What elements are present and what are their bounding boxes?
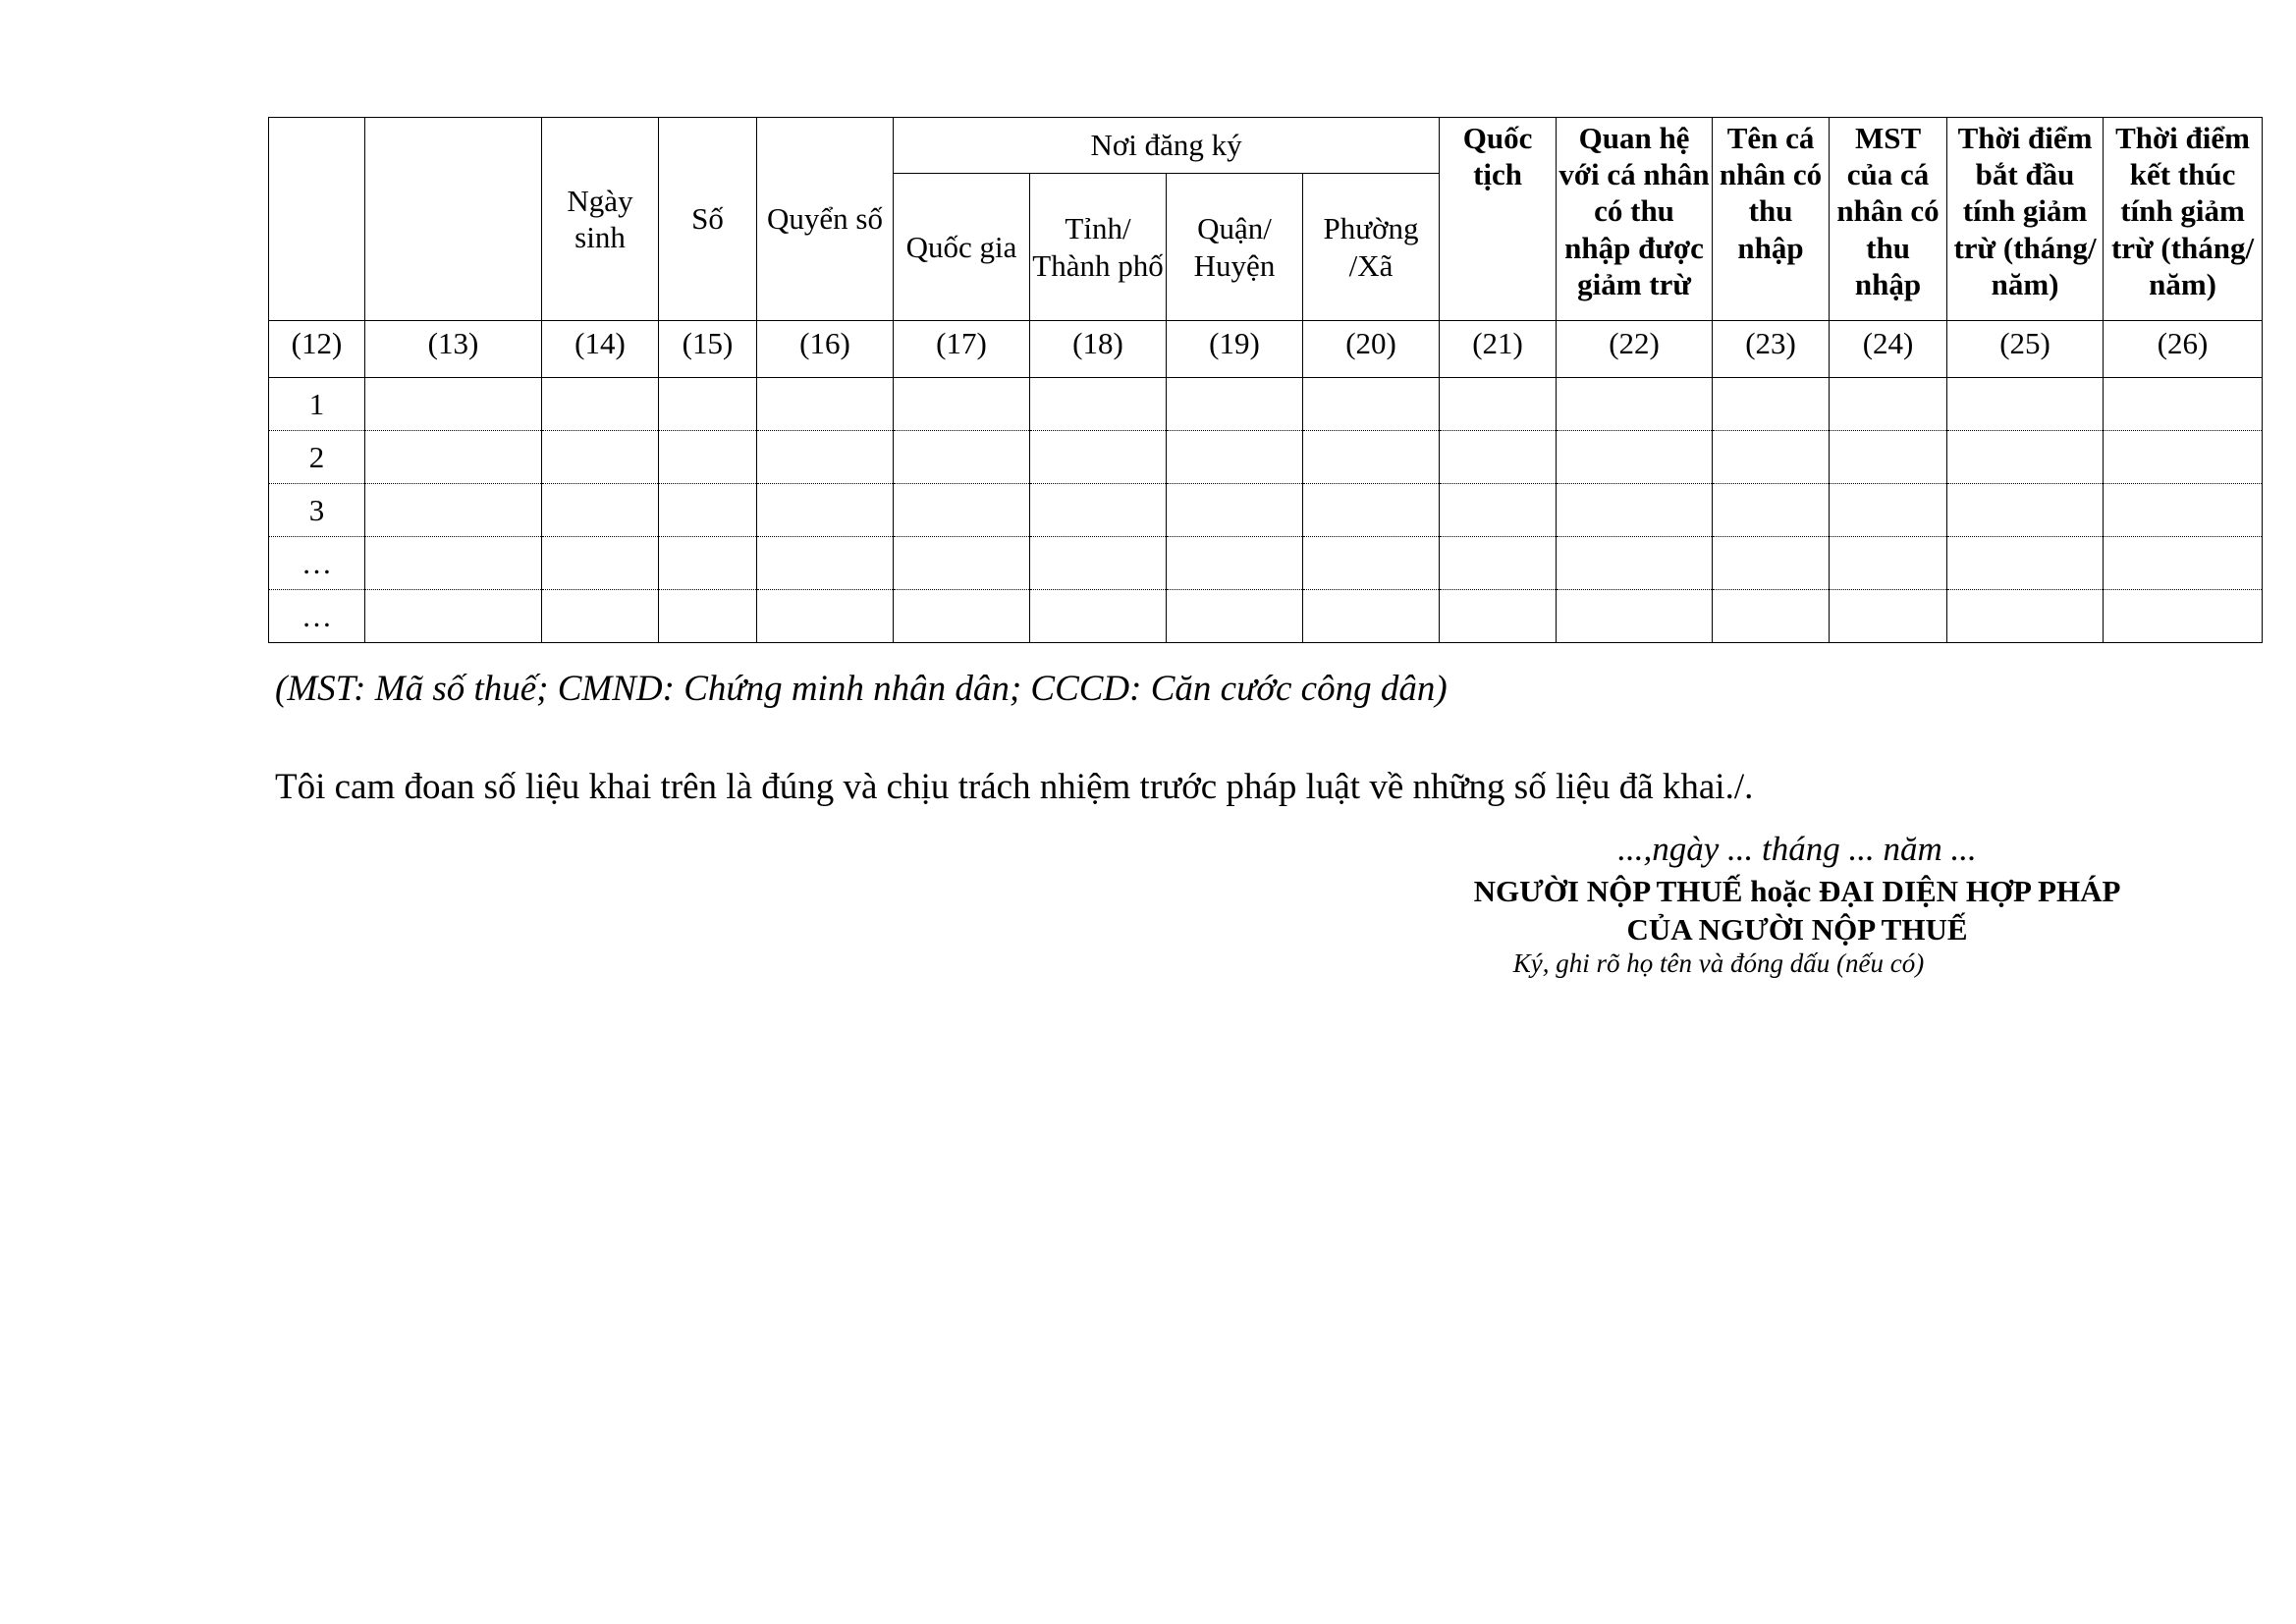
table-cell (659, 431, 757, 484)
table-cell (1947, 378, 2104, 431)
table-cell (1303, 537, 1440, 590)
header-income-person-tax-code-text: MST của cá nhân có thu nhập (1836, 121, 1940, 301)
table-cell (1557, 484, 1713, 537)
header-col-13 (365, 118, 542, 321)
table-cell (1713, 537, 1830, 590)
table-cell (2104, 378, 2263, 431)
table-row (269, 590, 2263, 643)
table-cell (542, 378, 659, 431)
table-cell (1440, 431, 1557, 484)
table-cell (894, 590, 1030, 643)
header-number: Số (659, 118, 757, 321)
table-row (269, 537, 2263, 590)
header-ward-commune: Phường /Xã (1303, 174, 1440, 321)
column-number: (26) (2104, 321, 2263, 378)
column-number: (23) (1713, 321, 1830, 378)
row-index: 3 (269, 484, 365, 537)
header-district: Quận/ Huyện (1167, 174, 1303, 321)
table-cell (894, 431, 1030, 484)
table-cell (1167, 484, 1303, 537)
signature-title-line-2: CỦA NGƯỜI NỘP THUẾ (1626, 911, 1968, 947)
table-cell (365, 537, 542, 590)
header-row-1 (269, 118, 2263, 174)
table-cell (2104, 431, 2263, 484)
table-row (269, 378, 2263, 431)
table-cell (1167, 537, 1303, 590)
table-cell (1947, 590, 2104, 643)
table-cell (1440, 537, 1557, 590)
header-birth-date: Ngày sinh (542, 118, 659, 321)
table-cell (894, 537, 1030, 590)
signature-title (1375, 873, 2219, 949)
header-relationship-text: Quan hệ với cá nhân có thu nhập được giảm trừ (1558, 121, 1710, 301)
row-index: … (269, 537, 365, 590)
table-cell (2104, 484, 2263, 537)
header-book-number: Quyển số (757, 118, 894, 321)
column-number: (15) (659, 321, 757, 378)
table-cell (1713, 431, 1830, 484)
table-cell (1713, 378, 1830, 431)
table-cell (1557, 537, 1713, 590)
header-col-12 (269, 118, 365, 321)
table-cell (1713, 484, 1830, 537)
table-cell (1030, 537, 1167, 590)
signature-date-line: ...,ngày ... tháng ... năm ... (1617, 830, 1977, 868)
table-cell (1303, 590, 1440, 643)
header-income-person-tax-code (1830, 118, 1947, 321)
table-cell (659, 378, 757, 431)
table-cell (542, 431, 659, 484)
column-number: (14) (542, 321, 659, 378)
dependents-table (268, 117, 2263, 643)
header-nationality (1440, 118, 1557, 321)
column-number: (16) (757, 321, 894, 378)
table-cell (1440, 378, 1557, 431)
column-number: (19) (1167, 321, 1303, 378)
declaration-text: Tôi cam đoan số liệu khai trên là đúng và chịu trách nhiệm trước pháp luật về những số liệu đã khai./. (275, 767, 1754, 807)
table-cell (659, 484, 757, 537)
table-cell (2104, 590, 2263, 643)
table-cell (1713, 590, 1830, 643)
table-row (269, 484, 2263, 537)
table-cell (542, 537, 659, 590)
table-cell (365, 484, 542, 537)
column-number: (21) (1440, 321, 1557, 378)
table-cell (659, 590, 757, 643)
table-cell (1030, 378, 1167, 431)
table-cell (1030, 484, 1167, 537)
table-row (269, 431, 2263, 484)
table-cell (1830, 378, 1947, 431)
header-income-person-name-text: Tên cá nhân có thu nhập (1719, 121, 1823, 265)
table-cell (1830, 537, 1947, 590)
table-cell (365, 590, 542, 643)
table-cell (542, 590, 659, 643)
row-index: … (269, 590, 365, 643)
table-cell (1167, 431, 1303, 484)
column-number: (17) (894, 321, 1030, 378)
signature-note: Ký, ghi rõ họ tên và đóng dấu (nếu có) (1512, 948, 1925, 978)
header-nationality-text: Quốc tịch (1462, 121, 1533, 192)
table-cell (1440, 484, 1557, 537)
header-country: Quốc gia (894, 174, 1030, 321)
table-cell (365, 378, 542, 431)
table-cell (1303, 378, 1440, 431)
table-cell (1167, 590, 1303, 643)
table-cell (542, 484, 659, 537)
table-cell (1830, 590, 1947, 643)
table-cell (757, 378, 894, 431)
abbreviation-footnote: (MST: Mã số thuế; CMND: Chứng minh nhân dân; CCCD: Căn cước công dân) (275, 669, 1448, 709)
table-cell (1303, 484, 1440, 537)
column-number: (18) (1030, 321, 1167, 378)
table-cell (2104, 537, 2263, 590)
header-deduction-start (1947, 118, 2104, 321)
table-cell (757, 537, 894, 590)
table-cell (1947, 537, 2104, 590)
header-deduction-end (2104, 118, 2263, 321)
column-number-row (269, 321, 2263, 378)
column-number: (12) (269, 321, 365, 378)
table-cell (757, 590, 894, 643)
table-cell (1557, 431, 1713, 484)
column-number: (13) (365, 321, 542, 378)
table-cell (757, 484, 894, 537)
table-cell (1947, 431, 2104, 484)
table-cell (1167, 378, 1303, 431)
column-number: (20) (1303, 321, 1440, 378)
row-index: 1 (269, 378, 365, 431)
table-cell (1557, 590, 1713, 643)
table-cell (1830, 431, 1947, 484)
table-cell (659, 537, 757, 590)
header-deduction-start-text: Thời điểm bắt đầu tính giảm trừ (tháng/ năm) (1953, 121, 2097, 301)
column-number: (22) (1557, 321, 1713, 378)
header-registration-place: Nơi đăng ký (894, 118, 1440, 174)
header-relationship (1557, 118, 1713, 321)
table-cell (894, 484, 1030, 537)
header-deduction-end-text: Thời điểm kết thúc tính giảm trừ (tháng/ năm) (2110, 121, 2255, 301)
table-cell (757, 431, 894, 484)
table-cell (1303, 431, 1440, 484)
table-cell (1830, 484, 1947, 537)
column-number: (24) (1830, 321, 1947, 378)
row-index: 2 (269, 431, 365, 484)
column-number: (25) (1947, 321, 2104, 378)
table-cell (1030, 590, 1167, 643)
table-cell (1030, 431, 1167, 484)
header-province-city: Tỉnh/ Thành phố (1030, 174, 1167, 321)
table-cell (894, 378, 1030, 431)
table-cell (1947, 484, 2104, 537)
table-cell (365, 431, 542, 484)
signature-title-line-1: NGƯỜI NỘP THUẾ hoặc ĐẠI DIỆN HỢP PHÁP (1473, 874, 2121, 908)
table-cell (1440, 590, 1557, 643)
header-income-person-name (1713, 118, 1830, 321)
table-cell (1557, 378, 1713, 431)
